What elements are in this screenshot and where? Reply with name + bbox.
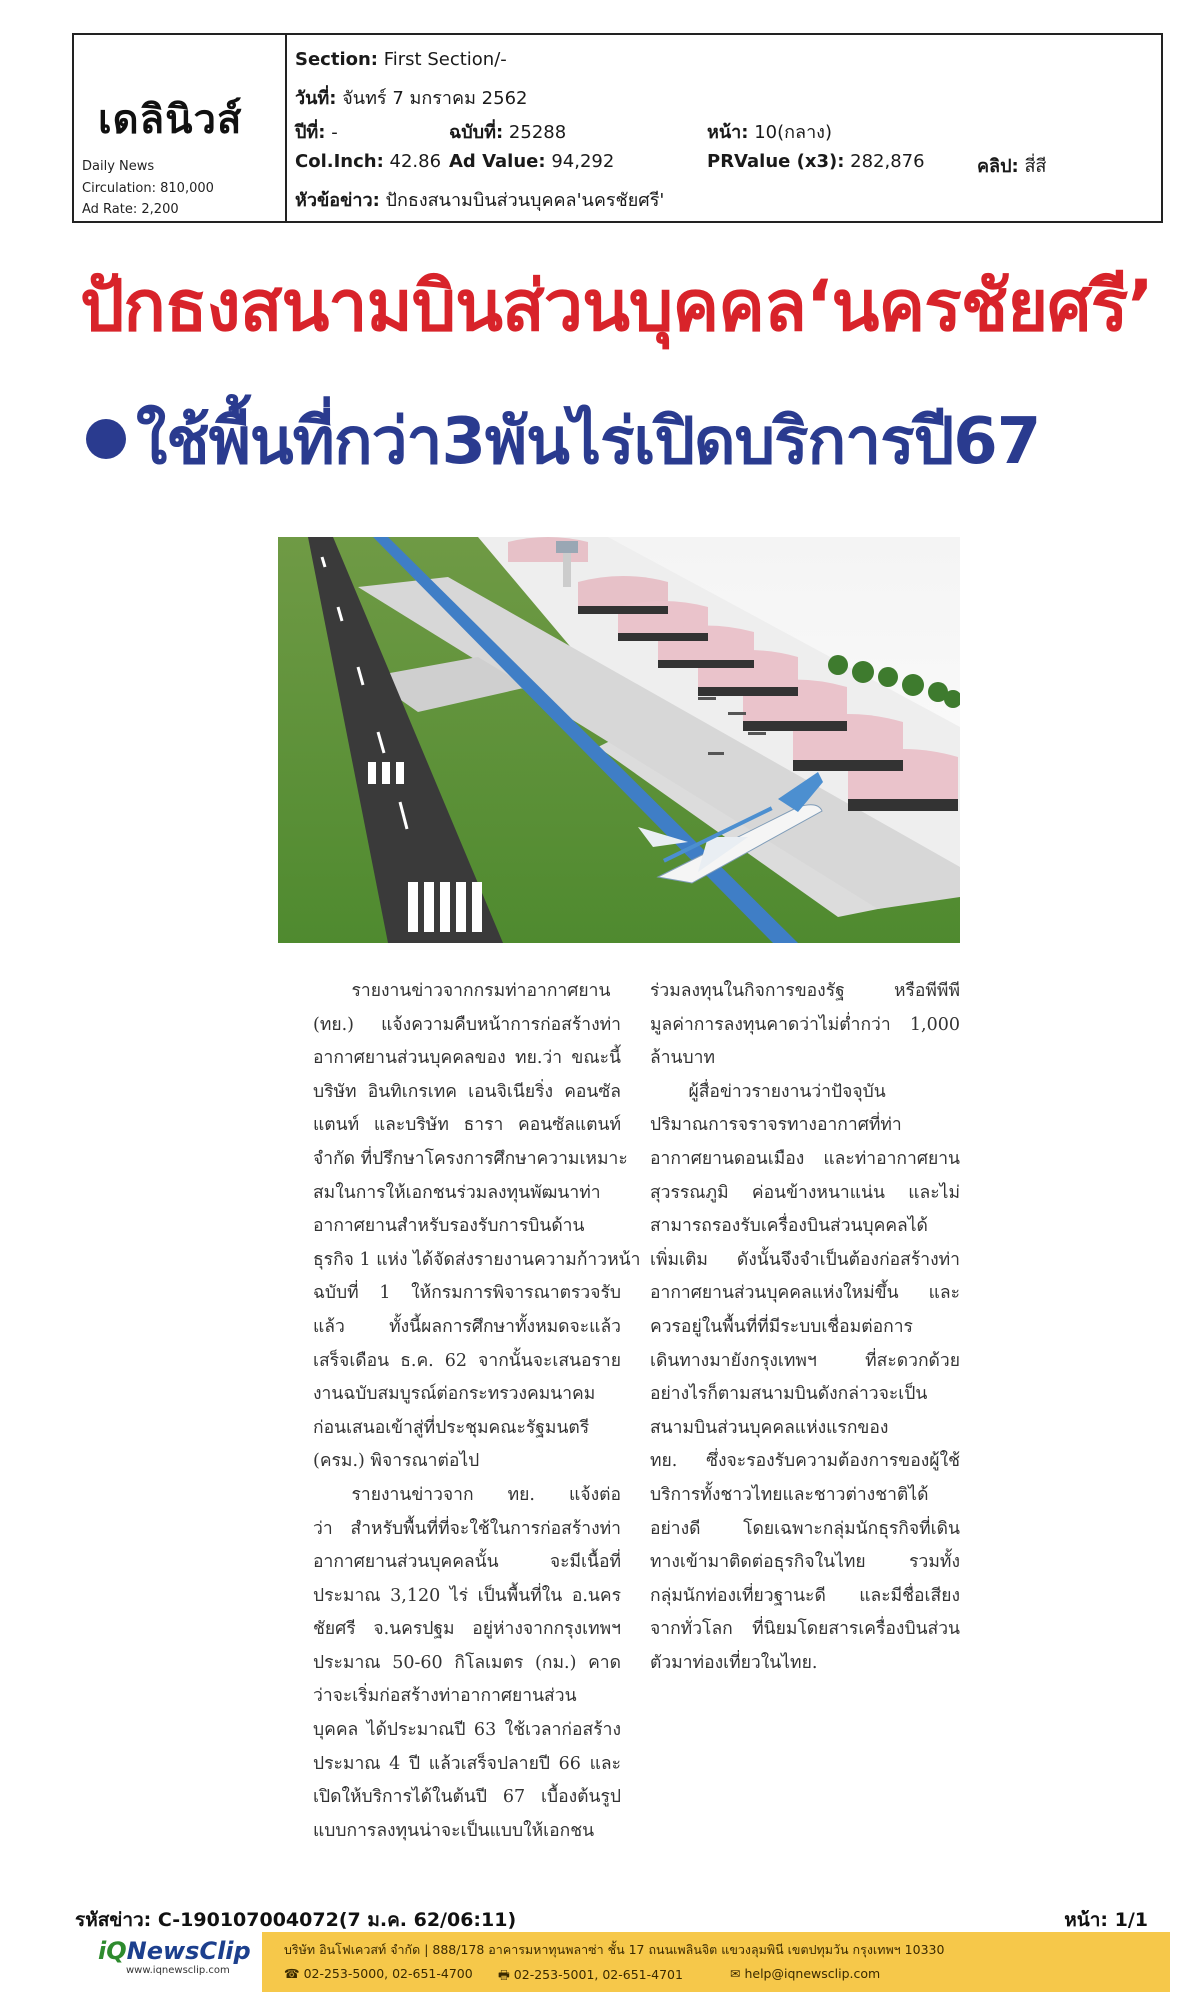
col-inch: Col.Inch: 42.86: [295, 151, 442, 172]
article-line: ประมาณ 4 ปี แล้วเสร็จปลายปี 66 และ: [313, 1753, 621, 1774]
article-line: ปริมาณการจราจรทางอากาศที่ท่า: [650, 1115, 902, 1136]
iqnewsclip-logo: iQNewsClip www.iqnewsclip.com: [98, 1937, 251, 1976]
news-code: รหัสข่าว: C-190107004072(7 ม.ค. 62/06:11): [75, 1909, 517, 1931]
article-line: อากาศยานสำหรับรองรับการบินด้าน: [313, 1216, 585, 1237]
article-line: แตนท์ และบริษัท ธารา คอนซัลแตนท์: [313, 1115, 621, 1136]
article-line: สุวรรณภูมิ ค่อนข้างหนาแน่น และไม่: [650, 1182, 960, 1203]
article-line: ประมาณ 50-60 กิโลเมตร (กม.) คาด: [313, 1652, 621, 1673]
article-line: ผู้สื่อข่าวรายงานว่าปัจจุบัน: [688, 1081, 886, 1102]
company-address: บริษัท อินโฟเควสท์ จำกัด | 888/178 อาคารมหาทุนพลาซ่า ชั้น 17 ถนนเพลินจิต แขวงลุมพินี เขตปทุมวัน กรุงเทพฯ 10330: [284, 1942, 945, 1957]
year: ปีที่: -: [295, 122, 338, 143]
article-line: เพิ่มเติม ดังนั้นจึงจำเป็นต้องก่อสร้างท่า: [650, 1249, 960, 1270]
article-line: สมในการให้เอกชนร่วมลงทุนพัฒนาท่า: [313, 1182, 601, 1203]
section: Section: First Section/-: [295, 49, 507, 70]
article-line: งานฉบับสมบูรณ์ต่อกระทรวงคมนาคม: [313, 1384, 596, 1405]
article-line: ธุรกิจ 1 แห่ง ได้จัดส่งรายงานความก้าวหน้า: [313, 1249, 641, 1270]
bullet-icon: [86, 419, 126, 459]
article-line: อากาศยานส่วนบุคคลของ ทย.ว่า ขณะนี้: [313, 1048, 621, 1069]
publication-panel: [74, 35, 287, 221]
fax: 🖶 02-253-5001, 02-651-4701: [498, 1967, 683, 1982]
article-line: ว่า สำหรับพื้นที่ที่จะใช้ในการก่อสร้างท่า: [313, 1518, 621, 1539]
phone-icon: ☎: [284, 1966, 300, 1981]
ad-rate: Ad Rate: 2,200: [82, 202, 179, 217]
article-line: มูลค่าการลงทุนคาดว่าไม่ต่ำกว่า 1,000: [650, 1014, 960, 1035]
article-paragraph: [313, 1479, 621, 1849]
article-column-1: [313, 975, 641, 1848]
contact-bar: [262, 1932, 1170, 1992]
article-line: เดินทางมายังกรุงเทพฯ ที่สะดวกด้วย: [650, 1350, 960, 1371]
article-line: สนามบินส่วนบุคคลแห่งแรกของ: [650, 1417, 889, 1438]
article-line: เสร็จเดือน ธ.ค. 62 จากนั้นจะเสนอราย: [313, 1350, 621, 1371]
newspaper-logo: เดลินิวส์: [98, 97, 243, 143]
headline-topic: หัวข้อข่าว: ปักธงสนามบินส่วนบุคคล'นครชัยศรี': [295, 190, 665, 211]
date: วันที่: จันทร์ 7 มกราคม 2562: [295, 88, 528, 109]
article-line: (ครม.) พิจารณาต่อไป: [313, 1451, 480, 1472]
clipping-header: [72, 33, 1163, 223]
article-line: (ทย.) แจ้งความคืบหน้าการก่อสร้างท่า: [313, 1014, 621, 1035]
email[interactable]: ✉ help@iqnewsclip.com: [730, 1966, 881, 1981]
article-column-2: [650, 975, 960, 1680]
article-line: แบบการลงทุนน่าจะเป็นแบบให้เอกชน: [313, 1820, 595, 1841]
sub-headline: ใช้พื้นที่กว่า3พันไร่เปิดบริการปี67: [86, 390, 1166, 492]
article-line: อย่างไรก็ตามสนามบินดังกล่าวจะเป็น: [650, 1384, 928, 1405]
article-line: รายงานข่าวจากกรมท่าอากาศยาน: [351, 981, 611, 1001]
article-paragraph: [650, 1076, 960, 1681]
page-number: หน้า: 10(กลาง): [707, 122, 832, 143]
clip-type: คลิป: สี่สี: [977, 156, 1047, 177]
publication-name: Daily News: [82, 159, 155, 174]
article-line: ทางเข้ามาติดต่อธุรกิจในไทย รวมทั้ง: [650, 1552, 960, 1573]
article-line: บริการทั้งชาวไทยและชาวต่างชาติได้: [650, 1484, 929, 1505]
article-line: ร่วมลงทุนในกิจการของรัฐ หรือพีพีพี: [650, 981, 960, 1001]
article-line: ทย. ซึ่งจะรองรับความต้องการของผู้ใช้: [650, 1451, 960, 1472]
pr-value: PRValue (x3): 282,876: [707, 151, 925, 172]
page-counter: หน้า: 1/1: [1064, 1909, 1148, 1931]
circulation: Circulation: 810,000: [82, 181, 214, 196]
article-paragraph: [650, 975, 960, 1076]
article-line: ล้านบาท: [650, 1048, 715, 1069]
main-headline: ปักธงสนามบินส่วนบุคคล‘นครชัยศรี’: [80, 265, 1153, 347]
phone: ☎ 02-253-5000, 02-651-4700: [284, 1966, 473, 1981]
ad-value: Ad Value: 94,292: [449, 151, 615, 172]
article-line: ชัยศรี จ.นครปฐม อยู่ห่างจากกรุงเทพฯ: [313, 1619, 621, 1640]
article-line: แล้ว ทั้งนี้ผลการศึกษาทั้งหมดจะแล้ว: [313, 1316, 621, 1337]
article-paragraph: [313, 975, 641, 1479]
article-line: ว่าจะเริ่มก่อสร้างท่าอากาศยานส่วน: [313, 1686, 577, 1707]
fax-icon: 🖶: [498, 1967, 510, 1982]
article-line: ฉบับที่ 1 ให้กรมการพิจารณาตรวจรับ: [313, 1283, 621, 1304]
article-line: จำกัด ที่ปรึกษาโครงการศึกษาความเหมาะ: [313, 1148, 628, 1169]
article-line: ก่อนเสนอเข้าสู่ที่ประชุมคณะรัฐมนตรี: [313, 1417, 590, 1438]
article-line: อากาศยานส่วนบุคคลแห่งใหม่ขึ้น และ: [650, 1283, 960, 1304]
article-line: ประมาณ 3,120 ไร่ เป็นพื้นที่ใน อ.นคร: [313, 1585, 621, 1606]
article-line: ควรอยู่ในพื้นที่ที่มีระบบเชื่อมต่อการ: [650, 1316, 913, 1337]
airport-illustration: [278, 537, 960, 943]
article-line: อย่างดี โดยเฉพาะกลุ่มนักธุรกิจที่เดิน: [650, 1518, 960, 1539]
article-line: อากาศยานดอนเมือง และท่าอากาศยาน: [650, 1148, 960, 1169]
article-line: อากาศยานส่วนบุคคลนั้น จะมีเนื้อที่: [313, 1552, 621, 1573]
issue: ฉบับที่: 25288: [449, 122, 567, 143]
article-line: เปิดให้บริการได้ในต้นปี 67 เบื้องต้นรูป: [313, 1787, 621, 1808]
article-line: สามารถรองรับเครื่องบินส่วนบุคคลได้: [650, 1216, 928, 1237]
article-line: รายงานข่าวจาก ทย. แจ้งต่อ: [351, 1484, 621, 1505]
mail-icon: ✉: [730, 1966, 741, 1981]
article-line: บุคคล ได้ประมาณปี 63 ใช้เวลาก่อสร้าง: [313, 1720, 621, 1741]
clipping-metadata: [287, 35, 1161, 221]
article-line: ตัวมาท่องเที่ยวในไทย.: [650, 1652, 818, 1673]
article-line: กลุ่มนักท่องเที่ยวฐานะดี และมีชื่อเสียง: [650, 1585, 960, 1606]
article-line: บริษัท อินทิเกรเทค เอนจิเนียริ่ง คอนซัล: [313, 1081, 621, 1102]
article-line: จากทั่วโลก ที่นิยมโดยสารเครื่องบินส่วน: [650, 1619, 960, 1640]
